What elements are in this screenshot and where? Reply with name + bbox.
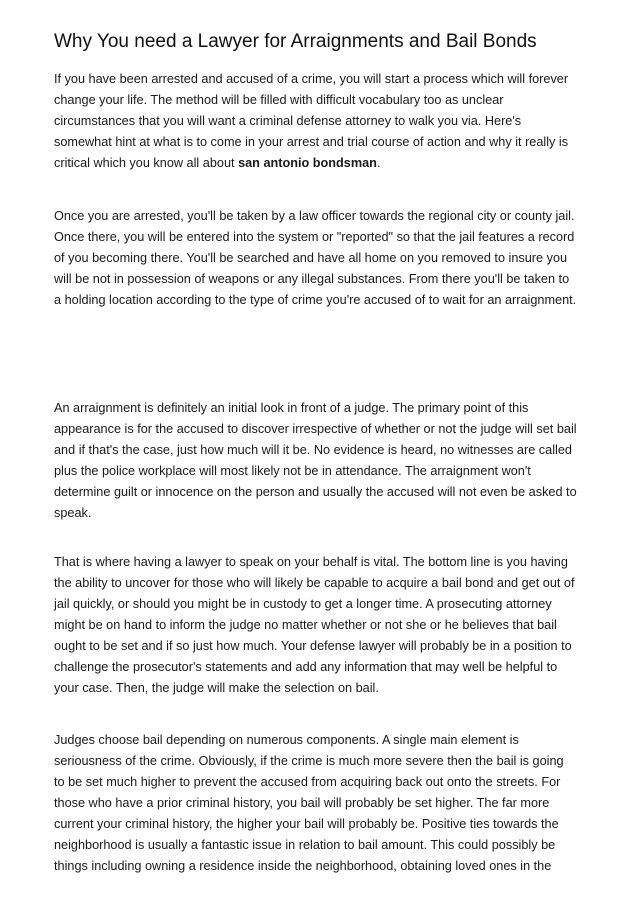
keyword-link-text: san antonio bondsman [238,156,377,170]
text-line [54,573,594,594]
text-run: . [376,156,381,170]
text-run: somewhat hint at what is to come in your arrest and trial course of action and why it really is [54,135,569,149]
text-line [54,227,594,248]
text-line [54,398,594,419]
text-run: seriousness of the crime. Obviously, if the crime is much more severe then the bail is going [54,754,564,768]
paragraph [54,398,594,524]
text-run: appearance is for the accused to discover irrespective of whether or not the judge will set bail [54,422,577,436]
text-run: determine guilt or innocence on the person and usually the accused will not even be asked to [54,485,577,499]
text-run: If you have been arrested and accused of a crime, you will start a process which will forever [54,72,569,86]
text-line [54,657,594,678]
text-run: your case. Then, the judge will make the selection on bail. [54,681,379,695]
text-line [54,206,594,227]
text-run: to be set much higher to prevent the accused from acquiring back out onto the streets. For [54,775,561,789]
text-run: critical which you know all about [54,156,239,170]
text-line [54,153,594,174]
text-run: jail quickly, or should you might be in custody to get a longer time. A prosecuting attorney [54,597,552,611]
text-run: a holding location according to the type of crime you're accused of to wait for an arraignment. [54,293,577,307]
text-run: circumstances that you will want a criminal defense attorney to walk you via. Here's [54,114,522,128]
text-run: of you becoming there. You'll be searched and have all home on you removed to insure you [54,251,568,265]
paragraph [54,730,594,877]
document-title: Why You need a Lawyer for Arraignments and Bail Bonds [54,31,537,52]
paragraph [54,206,594,311]
text-line [54,132,594,153]
text-line [54,772,594,793]
text-line [54,835,594,856]
text-line [54,461,594,482]
text-line [54,730,594,751]
text-run: That is where having a lawyer to speak on your behalf is vital. The bottom line is you having [54,555,568,569]
paragraph [54,69,594,174]
text-run: current your criminal history, the higher your bail will probably be. Positive ties towards the [54,817,559,831]
text-line [54,503,594,524]
text-run: will be not in possession of weapons or any illegal substances. From there you'll be taken to [54,272,570,286]
text-line [54,636,594,657]
text-run: those who have a prior criminal history, you bail will probably be set higher. The far more [54,796,550,810]
text-line [54,90,594,111]
text-line [54,111,594,132]
text-line [54,678,594,699]
paragraph [54,552,594,699]
text-line [54,290,594,311]
text-line [54,793,594,814]
text-run: An arraignment is definitely an initial look in front of a judge. The primary point of this [54,401,529,415]
text-line [54,552,594,573]
text-run: neighborhood is usually a fantastic issue in relation to bail amount. This could possibly be [54,838,556,852]
text-line [54,69,594,90]
text-run: Once you are arrested, you'll be taken by a law officer towards the regional city or county jail. [54,209,575,223]
text-line [54,814,594,835]
text-run: Once there, you will be entered into the system or "reported" so that the jail features a record [54,230,575,244]
text-line [54,615,594,636]
text-line [54,419,594,440]
text-run: and if that's the case, just how much will it be. No evidence is heard, no witnesses are called [54,443,572,457]
text-line [54,248,594,269]
text-line [54,482,594,503]
text-run: speak. [54,506,92,520]
text-line [54,440,594,461]
text-line [54,269,594,290]
text-line [54,856,594,877]
text-line [54,594,594,615]
text-line [54,751,594,772]
text-run: Judges choose bail depending on numerous components. A single main element is [54,733,519,747]
text-run: the ability to uncover for those who will likely be capable to acquire a bail bond and get out of [54,576,575,590]
text-run: plus the police workplace will most likely not be in attendance. The arraignment won't [54,464,531,478]
text-run: challenge the prosecutor's statements and add any information that may well be helpful to [54,660,558,674]
text-run: change your life. The method will be filled with difficult vocabulary too as unclear [54,93,504,107]
text-run: ought to be set and if so just how much. Your defense lawyer will probably be in a position to [54,639,572,653]
text-run: things including owning a residence inside the neighborhood, obtaining loved ones in the [54,859,552,873]
text-run: might be on hand to inform the judge no matter whether or not she or he believes that bail [54,618,557,632]
